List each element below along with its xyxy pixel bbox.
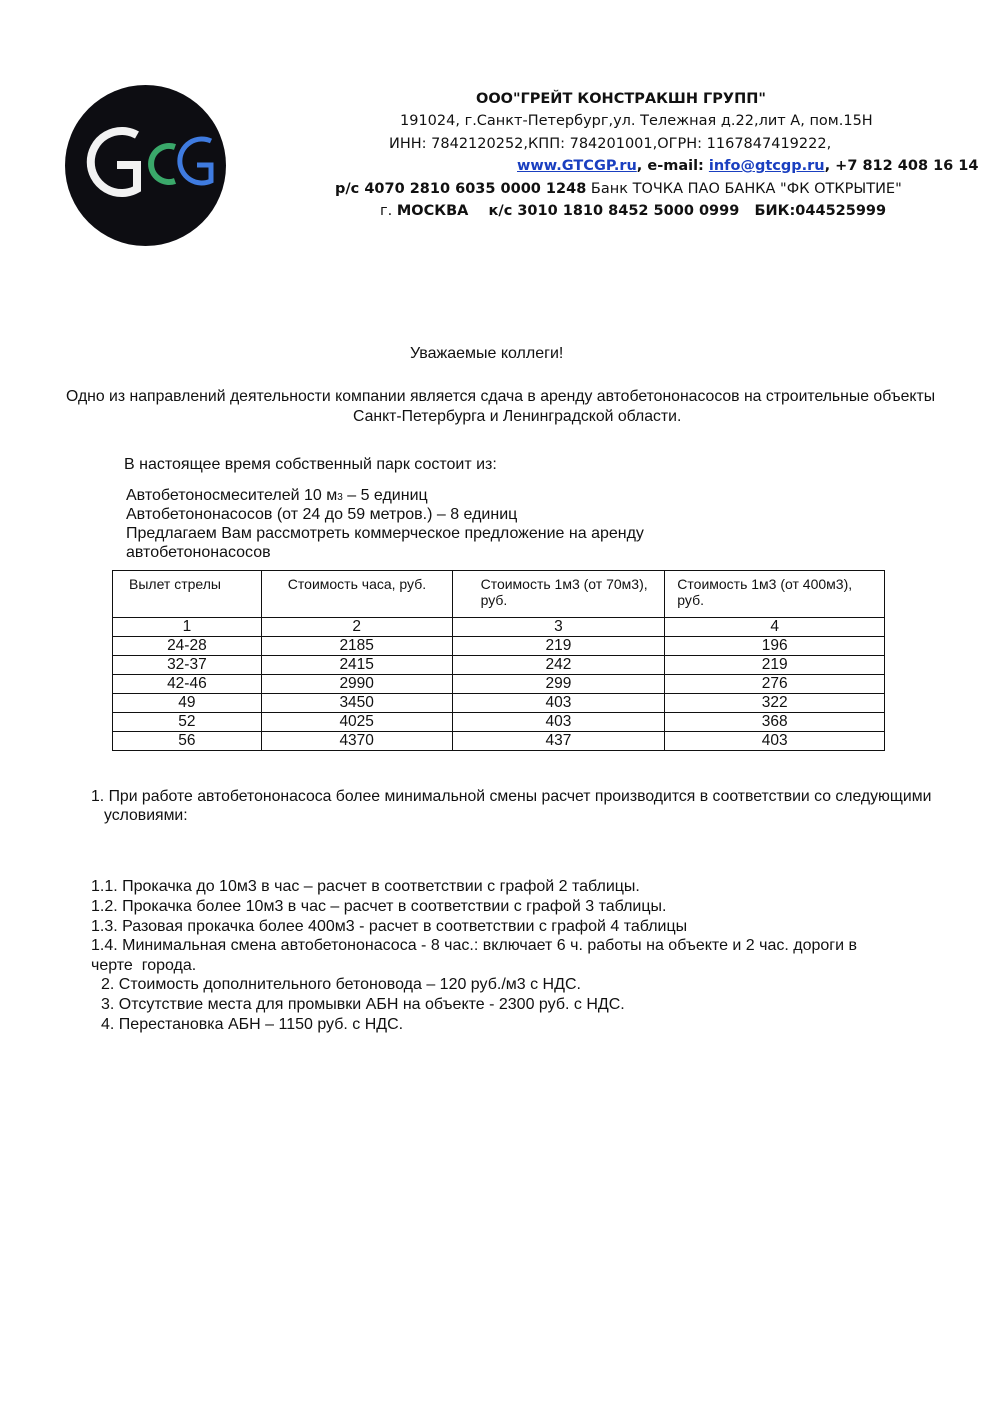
fleet-mixers: Автобетоносмесителей 10 м3 – 5 единиц: [126, 487, 428, 504]
column-number: 4: [665, 618, 885, 637]
bank-details-line: г. МОСКВА к/с 3010 1810 8452 5000 0999 БИК:044525999: [380, 203, 887, 219]
header-cell: Стоимость 1м3 (от 400м3), руб.: [665, 571, 885, 618]
condition-1-4-line-1: 1.4. Минимальная смена автобетононасоса - 8 час.: включает 6 ч. работы на объекте и 2 час. дороги в: [91, 937, 858, 954]
column-number: 3: [452, 618, 665, 637]
greeting: Уважаемые коллеги!: [410, 345, 564, 362]
hour-price-cell: 2185: [261, 637, 452, 656]
table-row: [113, 713, 885, 732]
fleet-pumps: Автобетононасосов (от 24 до 59 метров.) – 8 единиц: [126, 506, 518, 523]
condition-1-2: 1.2. Прокачка более 10м3 в час – расчет в соответствии с графой 3 таблицы.: [91, 898, 667, 915]
hour-price-cell: 4025: [261, 713, 452, 732]
price-400-cell: 368: [665, 713, 885, 732]
condition-1-line-1: 1. При работе автобетононасоса более минимальной смены расчет производится в соответствии со следующими: [91, 788, 932, 805]
hour-price-cell: 3450: [261, 694, 452, 713]
table-row: [113, 637, 885, 656]
intro-line-2: Санкт-Петербурга и Ленинградской области.: [353, 408, 682, 425]
table-row: [113, 656, 885, 675]
condition-2: 2. Стоимость дополнительного бетоновода – 120 руб./м3 с НДС.: [101, 976, 581, 993]
table-row: [113, 675, 885, 694]
column-number: 1: [113, 618, 262, 637]
offer-line-1: Предлагаем Вам рассмотреть коммерческое предложение на аренду: [126, 525, 644, 542]
price-70-cell: 219: [452, 637, 665, 656]
website-link[interactable]: www.GTCGP.ru: [517, 158, 637, 174]
condition-1-line-2: условиями:: [104, 807, 188, 824]
column-number-row: [113, 618, 885, 637]
boom-length-cell: 49: [113, 694, 262, 713]
bank-name: Банк ТОЧКА ПАО БАНКА "ФК ОТКРЫТИЕ": [586, 181, 902, 197]
condition-4: 4. Перестановка АБН – 1150 руб. с НДС.: [101, 1016, 404, 1033]
hour-price-cell: 2415: [261, 656, 452, 675]
offer-line-2: автобетононасосов: [126, 544, 271, 561]
company-name: ООО"ГРЕЙТ КОНСТРАКШН ГРУПП": [476, 91, 766, 107]
condition-1-3: 1.3. Разовая прокачка более 400м3 - расчет в соответствии с графой 4 таблицы: [91, 918, 688, 935]
gcg-logo-icon: [65, 85, 226, 246]
column-number: 2: [261, 618, 452, 637]
condition-1-1: 1.1. Прокачка до 10м3 в час – расчет в соответствии с графой 2 таблицы.: [91, 878, 640, 895]
condition-3: 3. Отсутствие места для промывки АБН на объекте - 2300 руб. с НДС.: [101, 996, 625, 1013]
price-400-cell: 322: [665, 694, 885, 713]
price-400-cell: 196: [665, 637, 885, 656]
boom-length-cell: 52: [113, 713, 262, 732]
condition-1-4-line-2: черте города.: [91, 957, 197, 974]
table-row: [113, 732, 885, 751]
header-cell: Стоимость часа, руб.: [261, 571, 452, 618]
account-number: р/с 4070 2810 6035 0000 1248: [335, 181, 587, 197]
price-70-cell: 242: [452, 656, 665, 675]
company-ids: ИНН: 7842120252,КПП: 784201001,ОГРН: 1167847419222,: [389, 136, 832, 152]
hour-price-cell: 4370: [261, 732, 452, 751]
boom-length-cell: 56: [113, 732, 262, 751]
price-70-cell: 403: [452, 713, 665, 732]
price-70-cell: 403: [452, 694, 665, 713]
hour-price-cell: 2990: [261, 675, 452, 694]
header-cell: Вылет стрелы: [113, 571, 262, 618]
table-row: [113, 694, 885, 713]
price-70-cell: 437: [452, 732, 665, 751]
company-address: 191024, г.Санкт-Петербург,ул. Тележная д.22,лит А, пом.15Н: [400, 113, 873, 129]
company-logo: [65, 85, 226, 246]
email-link[interactable]: info@gtcgp.ru: [708, 158, 825, 174]
header-cell: Стоимость 1м3 (от 70м3), руб.: [452, 571, 665, 618]
tariff-table: [112, 570, 885, 751]
price-70-cell: 299: [452, 675, 665, 694]
phone-number: , +7 812 408 16 14: [824, 158, 979, 174]
price-400-cell: 219: [665, 656, 885, 675]
bank-details: МОСКВА к/с 3010 1810 8452 5000 0999 БИК:044525999: [396, 203, 887, 219]
bank-account-line: [335, 178, 902, 201]
intro-line-1: Одно из направлений деятельности компании является сдача в аренду автобетононасосов на строительные объекты: [66, 388, 936, 405]
boom-length-cell: 42-46: [113, 675, 262, 694]
table-header-row: [113, 571, 885, 618]
boom-length-cell: 32-37: [113, 656, 262, 675]
contacts-line: www.GTCGP.ru, e-mail: info@gtcgp.ru, +7 812 408 16 14: [517, 158, 979, 174]
boom-length-cell: 24-28: [113, 637, 262, 656]
price-400-cell: 276: [665, 675, 885, 694]
fleet-heading: В настоящее время собственный парк состоит из:: [124, 456, 497, 473]
price-400-cell: 403: [665, 732, 885, 751]
